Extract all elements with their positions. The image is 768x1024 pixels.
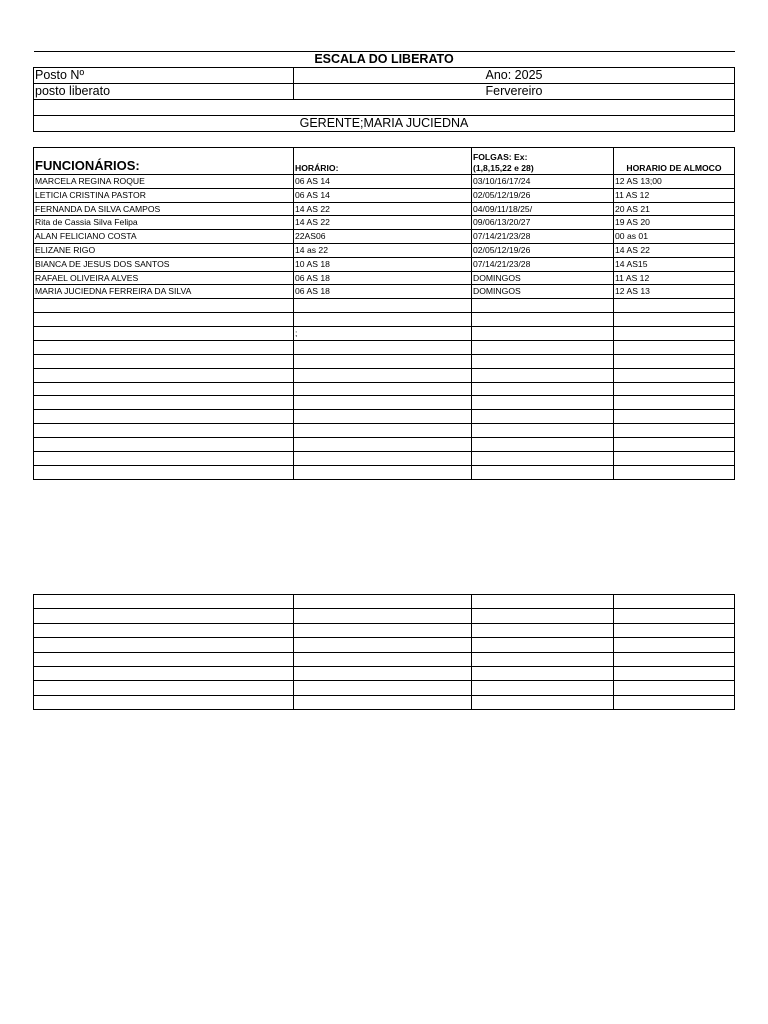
employee-hours: 06 AS 18 [294,285,472,299]
empty-row [34,438,735,452]
employee-name: ELIZANE RIGO [34,243,294,257]
employee-lunch: 19 AS 20 [614,216,735,230]
empty-row [34,326,735,340]
empty-cell [614,451,735,465]
empty-grid-table [33,594,735,710]
empty-cell [472,326,614,340]
empty-cell [614,609,735,623]
empty-cell [472,609,614,623]
table-row [34,202,735,216]
employee-days-off: 02/05/12/19/26 [472,243,614,257]
employee-days-off: 04/09/11/18/25/ [472,202,614,216]
col-header-folgas [472,148,614,175]
page-title: ESCALA DO LIBERATO [34,52,735,68]
empty-cell [34,299,294,313]
empty-cell [34,410,294,424]
empty-cell [34,638,294,652]
empty-cell [472,354,614,368]
empty-cell [614,340,735,354]
empty-cell [472,465,614,479]
employee-days-off: 09/06/13/20/27 [472,216,614,230]
empty-row [34,313,735,327]
employee-days-off: DOMINGOS [472,285,614,299]
empty-cell [472,623,614,637]
empty-cell [472,451,614,465]
empty-cell [472,424,614,438]
empty-cell [294,438,472,452]
empty-cell [34,354,294,368]
table-row [34,230,735,244]
empty-cell [472,410,614,424]
table-row [34,175,735,189]
empty-cell [294,652,472,666]
empty-header-row [34,100,735,116]
employee-hours: 06 AS 14 [294,175,472,189]
empty-cell [472,396,614,410]
empty-cell [34,340,294,354]
empty-cell [294,382,472,396]
ano-value: Ano: 2025 [294,68,735,84]
empty-cell [472,438,614,452]
employee-name: MARIA JUCIEDNA FERREIRA DA SILVA [34,285,294,299]
month-value: Fervereiro [294,84,735,100]
posto-name: posto liberato [34,84,294,100]
employee-lunch: 14 AS15 [614,257,735,271]
empty-cell [472,382,614,396]
empty-cell [472,340,614,354]
empty-cell [294,313,472,327]
empty-cell [472,595,614,609]
table-header-row [34,148,735,175]
table-row [34,285,735,299]
empty-cell [294,595,472,609]
empty-cell [294,451,472,465]
empty-cell [472,299,614,313]
empty-cell [34,438,294,452]
employee-name: MARCELA REGINA ROQUE [34,175,294,189]
empty-row [34,299,735,313]
empty-row [34,681,735,695]
empty-row [34,695,735,709]
posto-label: Posto Nº [34,68,294,84]
table-row [34,257,735,271]
empty-row [34,623,735,637]
empty-cell [472,638,614,652]
employee-lunch: 20 AS 21 [614,202,735,216]
empty-cell [34,465,294,479]
empty-cell [294,609,472,623]
employee-name: BIANCA DE JESUS DOS SANTOS [34,257,294,271]
empty-cell [294,299,472,313]
empty-row [34,340,735,354]
empty-cell [614,438,735,452]
empty-row [34,595,735,609]
employee-lunch: 11 AS 12 [614,271,735,285]
empty-cell [614,424,735,438]
empty-cell [294,695,472,709]
employee-lunch: 12 AS 13;00 [614,175,735,189]
empty-cell [294,396,472,410]
empty-cell [294,340,472,354]
empty-row [34,638,735,652]
folgas-label: FOLGAS: Ex: [473,152,528,162]
employee-hours: 22AS06 [294,230,472,244]
empty-row [34,410,735,424]
empty-row [34,354,735,368]
empty-cell [614,666,735,680]
empty-cell [34,396,294,410]
empty-cell [614,465,735,479]
employee-name: LETICIA CRISTINA PASTOR [34,188,294,202]
empty-cell [472,666,614,680]
empty-cell [614,595,735,609]
employee-lunch: 12 AS 13 [614,285,735,299]
col-header-almoco: HORARIO DE ALMOCO [614,148,735,175]
empty-cell [614,396,735,410]
empty-cell [34,695,294,709]
empty-cell [34,313,294,327]
empty-cell [294,465,472,479]
empty-cell [614,354,735,368]
empty-cell [294,354,472,368]
empty-cell [472,313,614,327]
empty-row [34,609,735,623]
table-row [34,188,735,202]
empty-cell [614,652,735,666]
empty-row [34,424,735,438]
table-row [34,243,735,257]
employee-schedule-table [33,147,735,480]
schedule-header [33,51,735,132]
empty-cell [614,410,735,424]
empty-row [34,382,735,396]
empty-cell [34,609,294,623]
empty-cell [614,313,735,327]
empty-cell [472,681,614,695]
employee-hours: 14 as 22 [294,243,472,257]
stray-mark: ; [294,326,472,340]
empty-row [34,465,735,479]
employee-hours: 10 AS 18 [294,257,472,271]
employee-hours: 14 AS 22 [294,216,472,230]
folgas-example: (1,8,15,22 e 28) [473,163,534,173]
employee-hours: 06 AS 18 [294,271,472,285]
empty-cell [294,368,472,382]
empty-cell [34,326,294,340]
employee-days-off: DOMINGOS [472,271,614,285]
empty-cell [294,410,472,424]
employee-hours: 14 AS 22 [294,202,472,216]
empty-cell [614,695,735,709]
employee-lunch: 11 AS 12 [614,188,735,202]
employee-hours: 06 AS 14 [294,188,472,202]
empty-cell [294,666,472,680]
empty-cell [614,368,735,382]
empty-cell [34,382,294,396]
employee-days-off: 02/05/12/19/26 [472,188,614,202]
empty-row [34,396,735,410]
manager-name: GERENTE;MARIA JUCIEDNA [34,116,735,132]
empty-cell [614,681,735,695]
empty-cell [472,695,614,709]
empty-row [34,451,735,465]
empty-cell [294,681,472,695]
empty-cell [614,382,735,396]
empty-cell [34,368,294,382]
empty-row [34,666,735,680]
col-header-funcionarios: FUNCIONÁRIOS: [34,148,294,175]
empty-cell [34,424,294,438]
empty-cell [34,451,294,465]
employee-lunch: 00 as 01 [614,230,735,244]
employee-lunch: 14 AS 22 [614,243,735,257]
employee-days-off: 07/14/21/23/28 [472,230,614,244]
empty-cell [294,623,472,637]
empty-row [34,652,735,666]
empty-cell [472,652,614,666]
table-row [34,271,735,285]
employee-name: Rita de Cassia Silva Felipa [34,216,294,230]
employee-name: ALAN FELICIANO COSTA [34,230,294,244]
empty-cell [614,326,735,340]
empty-cell [472,368,614,382]
employee-name: FERNANDA DA SILVA CAMPOS [34,202,294,216]
empty-cell [34,666,294,680]
empty-cell [614,623,735,637]
empty-cell [294,638,472,652]
empty-cell [614,299,735,313]
empty-cell [294,424,472,438]
table-row [34,216,735,230]
empty-row [34,368,735,382]
empty-cell [34,652,294,666]
employee-days-off: 03/10/16/17/24 [472,175,614,189]
empty-cell [614,638,735,652]
col-header-horario: HORÁRIO: [294,148,472,175]
employee-days-off: 07/14/21/23/28 [472,257,614,271]
empty-cell [34,681,294,695]
empty-cell [34,623,294,637]
employee-name: RAFAEL OLIVEIRA ALVES [34,271,294,285]
empty-cell [34,595,294,609]
